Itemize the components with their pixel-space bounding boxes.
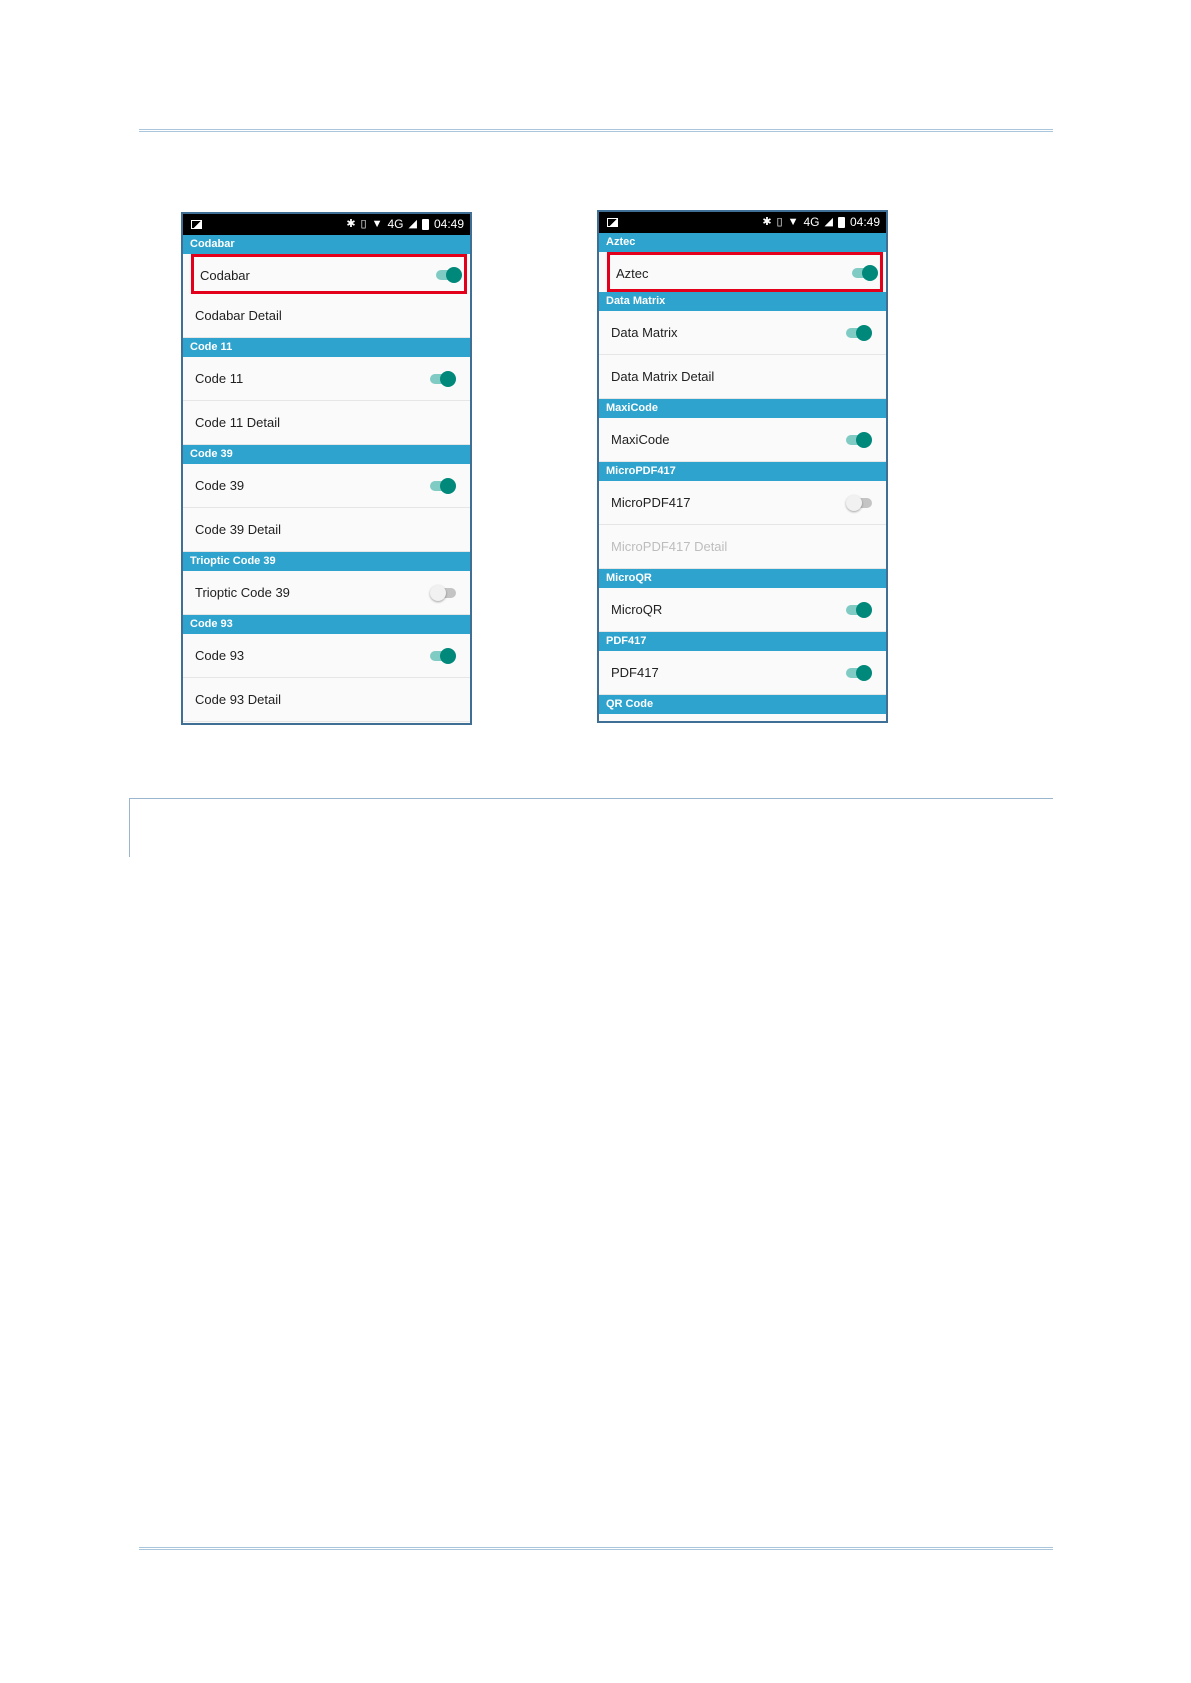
section-header-code-93: Code 93 [183,615,470,634]
section-header-pdf417: PDF417 [599,632,886,651]
toggle-knob [856,665,872,681]
status-time: 04:49 [433,217,464,231]
list-item-trioptic-code-39[interactable] [183,571,470,615]
list-item-label: MicroQR [611,602,663,617]
bluetooth-icon: ✱ [346,218,356,230]
network-label: 4G [387,217,404,231]
toggle-knob [446,267,462,283]
toggle-knob [430,585,446,601]
list-item-label: Code 93 [195,648,245,663]
list-item-label: Data Matrix Detail [611,369,715,384]
list-item-code-93[interactable] [183,634,470,678]
footer-rule [139,1547,1053,1550]
section-header-qr-code: QR Code [599,695,886,714]
maxicode-toggle-switch[interactable] [846,432,872,448]
toggle-knob [440,648,456,664]
list-item-code-93-detail[interactable] [183,678,470,722]
section-header-codabar: Codabar [183,235,470,254]
image-icon [191,220,202,229]
wifi-icon: ▼ [371,218,383,230]
battery-icon [838,217,845,228]
toggle-knob [440,371,456,387]
codabar-toggle-switch[interactable] [436,267,462,283]
list-item-pdf417[interactable] [599,651,886,695]
list-item-codabar-detail[interactable] [183,294,470,338]
header-rule [139,129,1053,132]
list-item-label: Codabar Detail [195,308,282,323]
list-item-code-11-detail[interactable] [183,401,470,445]
code-11-toggle-switch[interactable] [430,371,456,387]
list-item-label: Code 39 [195,478,245,493]
list-item-codabar[interactable] [191,254,467,294]
toggle-knob [862,265,878,281]
battery-icon [422,219,429,230]
note-box [129,798,1053,857]
section-header-micropdf417: MicroPDF417 [599,462,886,481]
status-bar [599,212,886,233]
section-header-trioptic-code-39: Trioptic Code 39 [183,552,470,571]
section-header-microqr: MicroQR [599,569,886,588]
toggle-knob [856,325,872,341]
list-item-label: Codabar [200,268,250,283]
list-item-code-39[interactable] [183,464,470,508]
microqr-toggle-switch[interactable] [846,602,872,618]
list-item-label: MicroPDF417 Detail [611,539,728,554]
list-item-label: Code 11 [195,371,244,386]
status-bar [183,214,470,235]
bluetooth-icon: ✱ [762,216,772,228]
screenshot-right [597,210,888,723]
list-item-label: Aztec [616,266,649,281]
screenshot-left [181,212,472,725]
image-icon [607,218,618,227]
section-header-code-11: Code 11 [183,338,470,357]
list-item-code-39-detail[interactable] [183,508,470,552]
status-time: 04:49 [849,215,880,229]
code-39-toggle-switch[interactable] [430,478,456,494]
list-item-label: Code 93 Detail [195,692,281,707]
micropdf417-toggle-switch[interactable] [846,495,872,511]
network-label: 4G [803,215,820,229]
list-item-aztec[interactable] [607,252,883,292]
list-item-label: Code 11 Detail [195,415,281,430]
pdf417-toggle-switch[interactable] [846,665,872,681]
list-item-micropdf417[interactable] [599,481,886,525]
list-item-label: Code 39 Detail [195,522,281,537]
section-header-aztec: Aztec [599,233,886,252]
toggle-knob [856,432,872,448]
signal-icon: ◢ [824,216,833,228]
list-item-label: Data Matrix [611,325,678,340]
vibrate-icon: ▯ [360,218,367,230]
trioptic-code-39-toggle-switch[interactable] [430,585,456,601]
list-item-label: MicroPDF417 [611,495,691,510]
toggle-knob [856,602,872,618]
list-item-label: MaxiCode [611,432,670,447]
section-header-code-39: Code 39 [183,445,470,464]
toggle-knob [846,495,862,511]
section-header-data-matrix: Data Matrix [599,292,886,311]
wifi-icon: ▼ [787,216,799,228]
toggle-knob [440,478,456,494]
list-item-code-11[interactable] [183,357,470,401]
section-header-maxicode: MaxiCode [599,399,886,418]
list-item-microqr[interactable] [599,588,886,632]
list-item-data-matrix-detail[interactable] [599,355,886,399]
settings-list [183,235,470,722]
settings-list [599,233,886,714]
list-item-micropdf417-detail [599,525,886,569]
vibrate-icon: ▯ [776,216,783,228]
data-matrix-toggle-switch[interactable] [846,325,872,341]
aztec-toggle-switch[interactable] [852,265,878,281]
list-item-label: Trioptic Code 39 [195,585,290,600]
code-93-toggle-switch[interactable] [430,648,456,664]
list-item-maxicode[interactable] [599,418,886,462]
list-item-label: PDF417 [611,665,659,680]
signal-icon: ◢ [408,218,417,230]
list-item-data-matrix[interactable] [599,311,886,355]
